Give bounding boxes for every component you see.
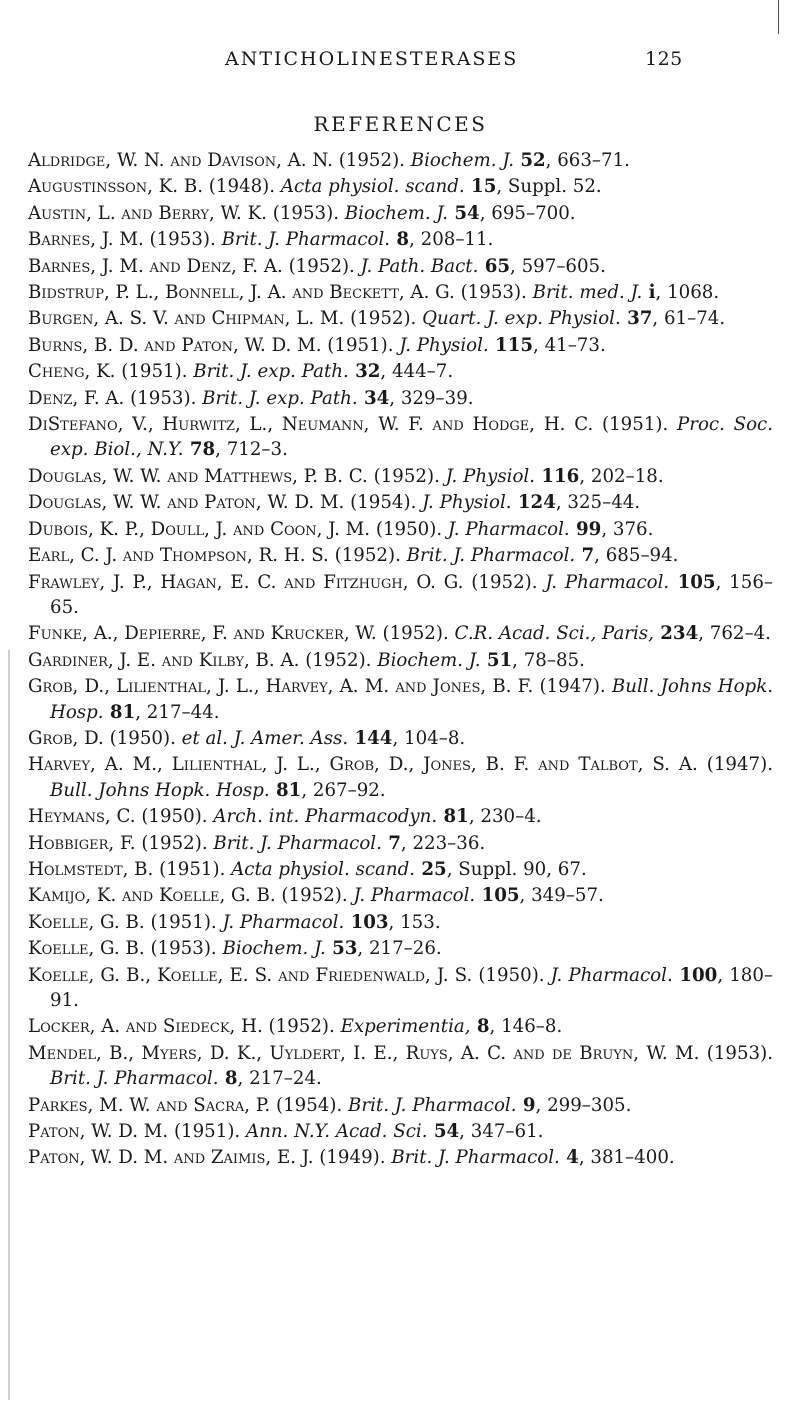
reference-entry	[28, 570, 773, 621]
reference-pages: , 202–18.	[579, 465, 664, 487]
reference-volume: 116	[535, 465, 580, 487]
reference-authors: Barnes, J. M. and Denz, F. A.	[28, 255, 283, 277]
reference-authors: Denz, F. A.	[28, 387, 125, 409]
reference-authors: Koelle, G. B., Koelle, E. S. and Friedenwald, J. S.	[28, 964, 473, 986]
reference-authors: Cheng, K.	[28, 361, 116, 383]
reference-authors: Holmstedt, B.	[28, 858, 154, 880]
reference-journal: Biochem. J.	[344, 202, 449, 224]
reference-journal: Bull. Johns Hopk. Hosp.	[50, 676, 773, 723]
reference-year: (1952).	[367, 465, 446, 487]
reference-year: (1950).	[370, 518, 448, 540]
reference-pages: , 376.	[601, 518, 654, 540]
reference-journal: Brit. J. Pharmacol.	[221, 229, 391, 251]
reference-authors: Mendel, B., Myers, D. K., Uyldert, I. E., Ruys, A. C. and de Bruyn, W. M.	[28, 1042, 700, 1064]
reference-entry	[28, 1145, 773, 1170]
reference-pages: , 41–73.	[533, 334, 606, 356]
reference-journal: Biochem. J.	[222, 938, 326, 960]
reference-journal: J. Pharmacol.	[353, 885, 476, 907]
reference-pages: , 444–7.	[380, 361, 454, 383]
reference-entry	[28, 386, 773, 411]
reference-entry	[28, 831, 773, 856]
scan-edge	[8, 650, 10, 1400]
reference-volume: 54	[427, 1121, 460, 1143]
reference-entry	[28, 227, 773, 252]
reference-entry	[28, 1041, 773, 1092]
reference-authors: Funke, A., Depierre, F. and Krucker, W.	[28, 623, 377, 645]
reference-entry	[28, 543, 773, 568]
reference-entry	[28, 490, 773, 515]
reference-volume: 81	[437, 806, 469, 828]
reference-journal: J. Physiol.	[422, 492, 512, 514]
reference-year: (1952).	[135, 832, 214, 854]
reference-volume: 234	[653, 623, 699, 645]
reference-journal: J. Pharmacol.	[222, 911, 345, 933]
reference-year: (1953).	[124, 387, 203, 409]
reference-authors: Bidstrup, P. L., Bonnell, J. A. and Beckett, A. G.	[28, 282, 455, 304]
scan-mark	[778, 0, 779, 34]
reference-volume: 81	[103, 701, 136, 723]
reference-journal: J. Path. Bact.	[360, 255, 479, 277]
reference-pages: , 208–11.	[409, 229, 494, 251]
reference-journal: J. Pharmacol.	[550, 964, 673, 986]
reference-year: (1951).	[593, 414, 678, 436]
reference-pages: , 381–400.	[578, 1147, 675, 1169]
reference-year: (1952).	[344, 308, 423, 330]
reference-pages: , Suppl. 90, 67.	[446, 858, 587, 880]
reference-year: (1953).	[699, 1042, 774, 1064]
reference-entry	[28, 936, 773, 961]
reference-volume: 4	[559, 1147, 579, 1169]
reference-authors: Grob, D., Lilienthal, J. L., Harvey, A. M. and Jones, B. F.	[28, 676, 534, 698]
reference-pages: , 663–71.	[545, 150, 630, 171]
reference-year: (1950).	[103, 727, 182, 749]
reference-volume: 8	[470, 1016, 490, 1038]
reference-entry	[28, 674, 773, 725]
reference-year: (1950).	[135, 806, 214, 828]
reference-pages: , 325–44.	[555, 492, 641, 514]
reference-pages: , 347–61.	[459, 1121, 544, 1143]
reference-journal: Brit. J. Pharmacol.	[213, 832, 382, 854]
reference-journal: Acta physiol. scand.	[231, 858, 416, 880]
reference-pages: , 61–74.	[652, 308, 726, 330]
reference-year: (1952).	[463, 571, 546, 593]
reference-volume: 115	[488, 334, 533, 356]
reference-entry	[28, 148, 773, 173]
reference-authors: Barnes, J. M.	[28, 229, 144, 251]
reference-year: (1951).	[144, 911, 223, 933]
reference-journal: Bull. Johns Hopk. Hosp.	[50, 779, 270, 801]
reference-entry	[28, 254, 773, 279]
reference-authors: Harvey, A. M., Lilienthal, J. L., Grob, D., Jones, B. F. and Talbot, S. A.	[28, 754, 698, 776]
reference-volume: 15	[464, 176, 497, 198]
reference-volume: 53	[325, 938, 358, 960]
reference-authors: Hobbiger, F.	[28, 832, 136, 854]
reference-year: (1953).	[144, 938, 223, 960]
reference-year: (1951).	[168, 1121, 246, 1143]
reference-journal: J. Physiol.	[445, 465, 536, 487]
reference-year: (1947).	[697, 754, 773, 776]
reference-journal: Brit. med. J.	[532, 282, 643, 304]
reference-pages: , 153.	[388, 911, 441, 933]
reference-journal: J. Physiol.	[399, 334, 489, 356]
reference-entry	[28, 174, 773, 199]
reference-entry	[28, 963, 773, 1014]
reference-volume: 144	[348, 727, 393, 749]
reference-volume: 65	[478, 255, 511, 277]
reference-pages: , 104–8.	[392, 727, 466, 749]
reference-volume: 37	[620, 308, 653, 330]
reference-pages: , 685–94.	[594, 545, 679, 567]
reference-year: (1952).	[262, 1016, 341, 1038]
reference-entry	[28, 359, 773, 384]
reference-journal: Biochem. J.	[410, 150, 514, 171]
reference-volume: 34	[357, 387, 390, 409]
reference-entry	[28, 1119, 773, 1144]
reference-pages: , 180–91.	[50, 964, 774, 1011]
reference-journal: J. Pharmacol.	[447, 518, 570, 540]
reference-year: (1951).	[321, 334, 400, 356]
reference-year: (1954).	[270, 1094, 349, 1116]
reference-volume: 52	[514, 150, 546, 171]
reference-pages: , 146–8.	[489, 1016, 563, 1038]
reference-entry	[28, 1093, 773, 1118]
reference-authors: Earl, C. J. and Thompson, R. H. S.	[28, 545, 329, 567]
reference-authors: Douglas, W. W. and Matthews, P. B. C.	[28, 465, 368, 487]
reference-pages: , 217–24.	[237, 1068, 322, 1090]
reference-journal: Brit. J. Pharmacol.	[50, 1068, 219, 1090]
reference-pages: , 78–85.	[512, 649, 585, 671]
reference-entry	[28, 201, 773, 226]
reference-pages: , 217–44.	[135, 701, 220, 723]
reference-year: (1952).	[275, 885, 354, 907]
reference-journal: Brit. J. exp. Path.	[202, 387, 358, 409]
reference-authors: DiStefano, V., Hurwitz, L., Neumann, W. F. and Hodge, H. C.	[28, 414, 594, 436]
reference-entry	[28, 464, 773, 489]
reference-year: (1953).	[143, 229, 222, 251]
reference-authors: Aldridge, W. N. and Davison, A. N.	[28, 150, 333, 171]
reference-authors: Paton, W. D. M. and Zaimis, E. J.	[28, 1147, 314, 1169]
reference-pages: , 223–36.	[400, 832, 486, 854]
reference-journal: Ann. N.Y. Acad. Sci.	[245, 1121, 428, 1143]
reference-entry	[28, 752, 773, 803]
reference-entry	[28, 910, 773, 935]
reference-pages: , 1068.	[655, 282, 720, 304]
reference-journal: Quart. J. exp. Physiol.	[422, 308, 621, 330]
reference-year: (1952).	[332, 150, 411, 171]
reference-year: (1948).	[203, 176, 281, 198]
reference-pages: , Suppl. 52.	[496, 176, 602, 198]
reference-year: (1954).	[344, 492, 423, 514]
reference-journal: Acta physiol. scand.	[280, 176, 465, 198]
reference-authors: Frawley, J. P., Hagan, E. C. and Fitzhugh, O. G.	[28, 571, 464, 593]
reference-journal: Biochem. J.	[377, 649, 481, 671]
reference-entry	[28, 517, 773, 542]
reference-authors: Kamijo, K. and Koelle, G. B.	[28, 885, 276, 907]
reference-list	[28, 148, 773, 1172]
reference-volume: 124	[511, 492, 556, 514]
reference-volume: 8	[390, 229, 410, 251]
reference-year: (1952).	[376, 623, 455, 645]
reference-year: (1951).	[153, 858, 232, 880]
reference-pages: , 230–4.	[468, 806, 542, 828]
reference-journal: Brit. J. Pharmacol.	[348, 1094, 517, 1116]
reference-volume: 100	[672, 964, 718, 986]
running-header	[225, 48, 765, 70]
reference-journal: Proc. Soc. exp. Biol., N.Y.	[50, 414, 773, 461]
reference-volume: 99	[569, 518, 602, 540]
reference-pages: , 217–26.	[357, 938, 442, 960]
reference-authors: Austin, L. and Berry, W. K.	[28, 202, 267, 224]
reference-journal: et al. J. Amer. Ass.	[181, 727, 349, 749]
reference-journal: J. Pharmacol.	[545, 571, 670, 593]
reference-entry	[28, 883, 773, 908]
reference-authors: Douglas, W. W. and Paton, W. D. M.	[28, 492, 345, 514]
reference-volume: 32	[348, 361, 381, 383]
reference-authors: Paton, W. D. M.	[28, 1121, 169, 1143]
reference-authors: Koelle, G. B.	[28, 938, 145, 960]
reference-volume: 51	[480, 649, 513, 671]
reference-pages: , 329–39.	[389, 387, 474, 409]
reference-pages: , 349–57.	[519, 885, 604, 907]
reference-entry	[28, 621, 773, 646]
reference-year: (1950).	[472, 964, 551, 986]
reference-volume: 103	[344, 911, 389, 933]
reference-pages: , 156–65.	[50, 571, 773, 618]
reference-year: (1952).	[282, 255, 361, 277]
reference-authors: Parkes, M. W. and Sacra, P.	[28, 1094, 271, 1116]
reference-authors: Dubois, K. P., Doull, J. and Coon, J. M.	[28, 518, 371, 540]
reference-pages: , 712–3.	[215, 439, 288, 461]
reference-entry	[28, 726, 773, 751]
reference-volume: 25	[415, 858, 447, 880]
reference-entry	[28, 1014, 773, 1039]
reference-volume: 7	[381, 832, 401, 854]
running-title: ANTICHOLINESTERASES	[225, 48, 519, 70]
reference-entry	[28, 412, 773, 463]
reference-journal: Brit. J. Pharmacol.	[391, 1147, 560, 1169]
reference-year: (1949).	[313, 1147, 392, 1169]
reference-journal: Arch. int. Pharmacodyn.	[213, 806, 438, 828]
reference-year: (1951).	[115, 361, 194, 383]
reference-authors: Locker, A. and Siedeck, H.	[28, 1016, 263, 1038]
reference-authors: Burgen, A. S. V. and Chipman, L. M.	[28, 308, 345, 330]
reference-entry	[28, 857, 773, 882]
reference-pages: , 762–4.	[698, 623, 771, 645]
reference-authors: Burns, B. D. and Paton, W. D. M.	[28, 334, 322, 356]
reference-year: (1952).	[299, 649, 378, 671]
reference-volume: 105	[669, 571, 716, 593]
reference-entry	[28, 306, 773, 331]
reference-authors: Gardiner, J. E. and Kilby, B. A.	[28, 649, 300, 671]
reference-pages: , 267–92.	[301, 779, 386, 801]
reference-volume: 105	[475, 885, 520, 907]
reference-volume: 54	[448, 202, 480, 224]
reference-pages: , 597–605.	[510, 255, 606, 277]
reference-entry	[28, 648, 773, 673]
reference-authors: Grob, D.	[28, 727, 104, 749]
reference-entry	[28, 804, 773, 829]
reference-authors: Heymans, C.	[28, 806, 136, 828]
reference-volume: 78	[183, 439, 216, 461]
reference-journal: Experimentia,	[340, 1016, 471, 1038]
reference-journal: Brit. J. Pharmacol.	[406, 545, 576, 567]
reference-journal: Brit. J. exp. Path.	[193, 361, 349, 383]
reference-volume: 7	[575, 545, 595, 567]
reference-year: (1953).	[454, 282, 533, 304]
reference-year: (1953).	[266, 202, 345, 224]
reference-year: (1947).	[533, 676, 612, 698]
reference-year: (1952).	[328, 545, 407, 567]
reference-pages: , 695–700.	[479, 202, 576, 224]
reference-journal: C.R. Acad. Sci., Paris,	[454, 623, 654, 645]
reference-volume: 81	[269, 779, 302, 801]
reference-volume: i	[642, 282, 656, 304]
reference-volume: 9	[516, 1094, 536, 1116]
reference-entry	[28, 333, 773, 358]
reference-pages: , 299–305.	[535, 1094, 632, 1116]
reference-entry	[28, 280, 773, 305]
page-number: 125	[645, 48, 683, 70]
reference-authors: Koelle, G. B.	[28, 911, 145, 933]
reference-volume: 8	[218, 1068, 238, 1090]
section-title: REFERENCES	[313, 112, 488, 136]
reference-authors: Augustinsson, K. B.	[28, 176, 203, 198]
